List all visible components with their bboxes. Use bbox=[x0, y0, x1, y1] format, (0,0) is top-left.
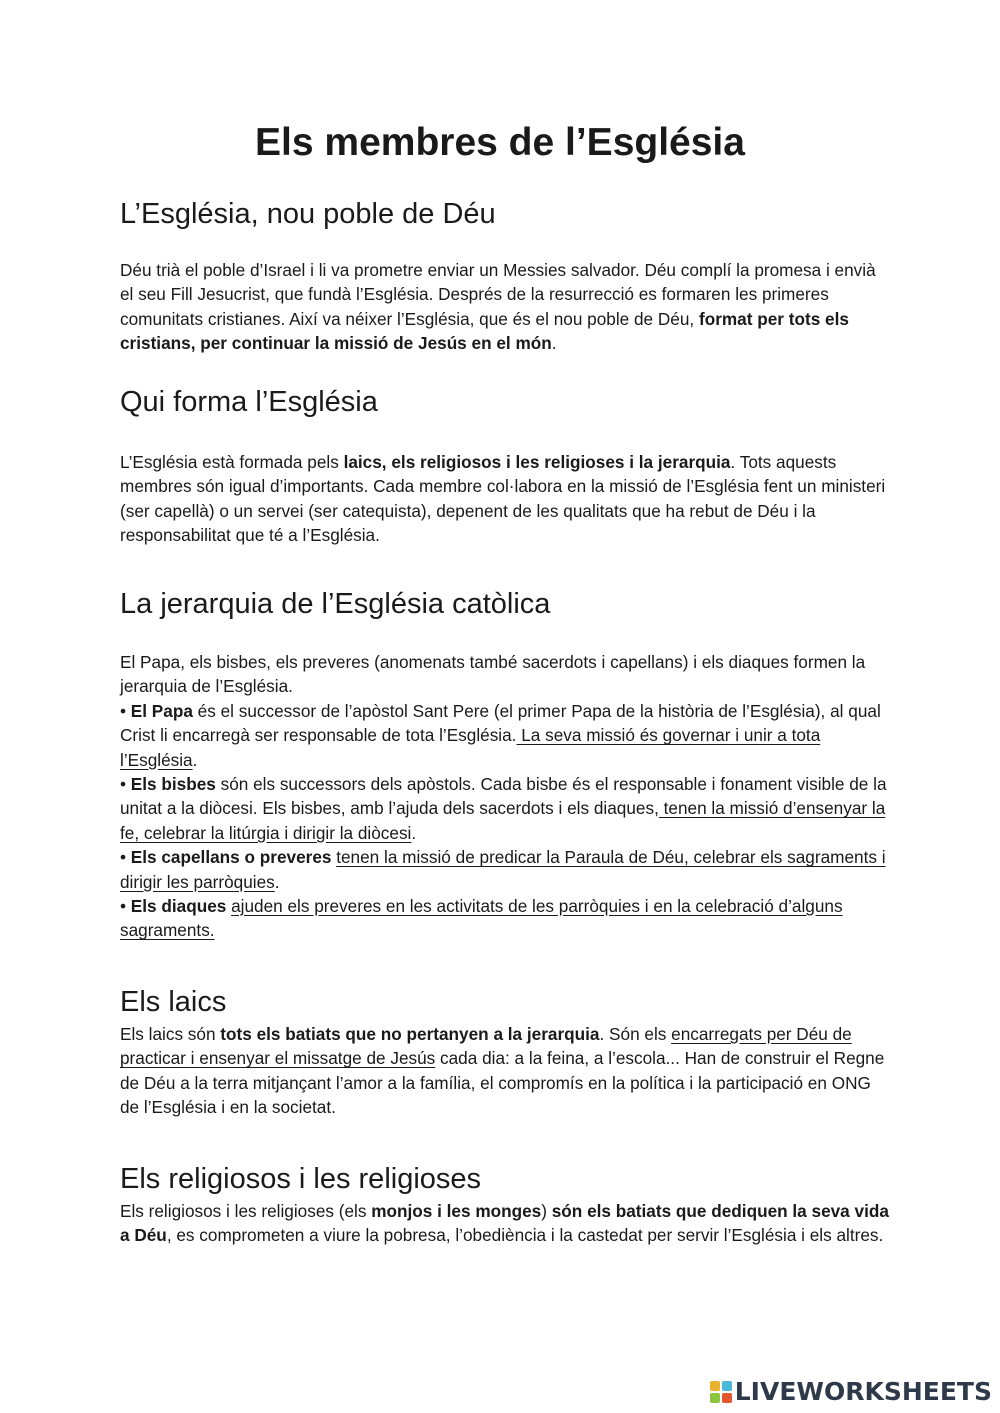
logo-text: LIVEWORKSHEETS bbox=[734, 1377, 992, 1406]
underlined-text: La seva missió és governar i unir a tota l’Església bbox=[120, 725, 821, 770]
bold-text: laics, els religiosos i les religioses i la jerarquia bbox=[343, 452, 731, 472]
paragraph-text: cada dia: a la feina, a l’escola... Han de construir el Regne de Déu a la terra mitjançant l’amor a la família, el compromís en la política i la participació en ONG de l’Església i en la societat. bbox=[120, 1048, 885, 1118]
section-new-people bbox=[120, 196, 890, 356]
hierarchy-item-bisbes bbox=[120, 772, 890, 845]
page-title: Els membres de l’Església bbox=[255, 121, 745, 164]
section-paragraph bbox=[120, 258, 890, 356]
underlined-text: ajuden els preveres en les activitats de les parròquies i en la celebració d’alguns sagraments. bbox=[120, 896, 843, 941]
section-paragraph bbox=[120, 1199, 890, 1248]
bullet: • bbox=[120, 847, 131, 868]
bold-text: monjos i les monges bbox=[371, 1201, 542, 1221]
section-heading: L’Església, nou poble de Déu bbox=[120, 198, 496, 230]
hierarchy-item-papa bbox=[120, 699, 890, 772]
paragraph-text: són els successors dels apòstols. Cada bisbe és el responsable i fonament visible de la unitat a la diòcesi. Els bisbes, amb l’ajuda dels sacerdots i els diaques, bbox=[120, 774, 887, 819]
bold-text: El Papa bbox=[130, 700, 193, 721]
underlined-text: encarregats per Déu de practicar i ensenyar el missatge de Jesús bbox=[120, 1024, 852, 1069]
hierarchy-intro: El Papa, els bisbes, els preveres (anomenats també sacerdots i capellans) i els diaques formen la jerarquia de l’Església. bbox=[120, 652, 866, 697]
logo-square bbox=[722, 1381, 732, 1391]
paragraph-text: , es comprometen a viure la pobresa, l’obediència i la castedat per servir l’Església i els altres. bbox=[166, 1225, 884, 1246]
paragraph-text: . bbox=[274, 871, 280, 892]
section-laics bbox=[120, 984, 890, 1120]
hierarchy-item-diaques bbox=[120, 894, 890, 943]
paragraph-text: . bbox=[551, 333, 557, 354]
section-who-forms-church bbox=[120, 384, 890, 548]
bold-text: Els capellans o preveres bbox=[130, 847, 332, 868]
section-hierarchy bbox=[120, 586, 890, 943]
section-heading: Els laics bbox=[120, 986, 227, 1018]
bold-text: Els diaques bbox=[130, 896, 227, 917]
paragraph-text: Déu trià el poble d’Israel i li va prometre enviar un Messies salvador. Déu complí la promesa i envià el seu Fill Jesucrist, que fundà l’Església. Després de la resurrecció es formaren les primeres comunitats cristianes. Així va néixer l’Església, que és el nou poble de Déu, bbox=[120, 260, 876, 329]
paragraph-text: ) bbox=[541, 1201, 552, 1221]
bold-text: format per tots els cristians, per continuar la missió de Jesús en el món bbox=[120, 308, 849, 354]
paragraph-text: . Tots aquests membres són igual d’importants. Cada membre col·labora en la missió de l’Església fent un ministeri (ser capellà) o un servei (ser catequista), depenent de les qualitats que ha rebut de Déu i la responsabilitat que té a l’Església. bbox=[120, 452, 886, 546]
underlined-text: tenen la missió de predicar la Paraula de Déu, celebrar els sagraments i dirigir les parròquies bbox=[120, 847, 886, 892]
logo-square bbox=[710, 1393, 720, 1403]
bold-text: tots els batiats que no pertanyen a la jerarquia bbox=[220, 1024, 600, 1044]
section-heading: Qui forma l’Església bbox=[120, 386, 378, 418]
section-heading: Els religiosos i les religioses bbox=[120, 1163, 482, 1195]
section-paragraph bbox=[120, 1022, 890, 1120]
paragraph-text: Els laics són bbox=[120, 1024, 221, 1044]
paragraph-text: . Són els bbox=[599, 1024, 672, 1044]
logo-grid-icon bbox=[710, 1381, 732, 1403]
section-religiosos bbox=[120, 1161, 890, 1248]
paragraph-text: . bbox=[192, 749, 198, 770]
bold-text: Els bisbes bbox=[130, 774, 216, 795]
paragraph-text: L’Església està formada pels bbox=[120, 452, 344, 472]
liveworksheets-logo bbox=[710, 1378, 992, 1406]
paragraph-text: és el successor de l’apòstol Sant Pere (el primer Papa de la història de l’Església), al qual Crist li encarregà ser responsable de tota l’Església. bbox=[120, 700, 881, 746]
bullet: • bbox=[120, 896, 131, 917]
bullet: • bbox=[120, 774, 131, 795]
bullet: • bbox=[120, 700, 131, 721]
underlined-text: tenen la missió d’ensenyar la fe, celebrar la litúrgia i dirigir la diòcesi bbox=[120, 798, 886, 843]
paragraph-text: . bbox=[411, 822, 417, 843]
bold-text: són els batiats que dediquen la seva vida a Déu bbox=[120, 1201, 889, 1246]
section-paragraph bbox=[120, 450, 890, 548]
paragraph-text: Els religiosos i les religioses (els bbox=[120, 1201, 372, 1221]
section-heading: La jerarquia de l’Església catòlica bbox=[120, 588, 551, 620]
logo-square bbox=[710, 1381, 720, 1391]
logo-square bbox=[722, 1393, 732, 1403]
hierarchy-item-capellans bbox=[120, 845, 890, 894]
